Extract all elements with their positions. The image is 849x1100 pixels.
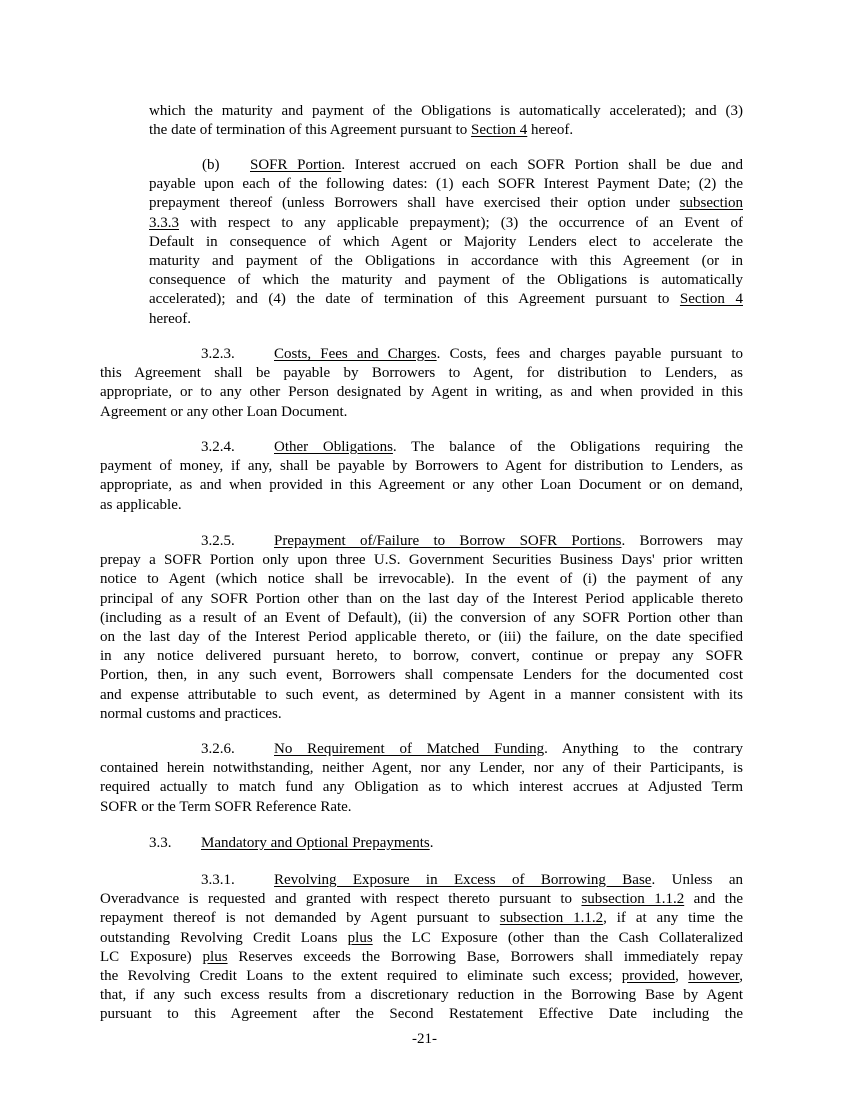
text-fragment: . Anything to the contrary (544, 741, 744, 757)
text-line: hereof. (149, 310, 192, 327)
text-line (100, 948, 743, 967)
text-fragment: the date of termination of this Agreement pursuant to (149, 122, 472, 139)
text-line: on the last day of the Interest Period applicable thereto, or (iii) the failure, on the date specified (100, 629, 743, 646)
emphasis-provided: provided (621, 968, 676, 985)
text-line (100, 345, 743, 364)
text-line (100, 532, 743, 551)
emphasis-however: however (688, 968, 740, 985)
section-number: 3.3. (149, 835, 172, 851)
text-line: which the maturity and payment of the Obligations is automatically accelerated); and (3) (149, 103, 743, 119)
section-3-3-heading (149, 834, 743, 853)
page-number: -21- (412, 1031, 437, 1047)
text-line: Default in consequence of which Agent or Majority Lenders elect to accelerate the (149, 233, 743, 250)
text-fragment: , (675, 968, 689, 985)
text-line (100, 438, 743, 457)
section-reference: subsection 1.1.2 (581, 891, 685, 908)
text-line: appropriate, or to any other Person designated by Agent in writing, as and when provided in this (100, 384, 743, 401)
text-fragment: . Costs, fees and charges payable pursuant to (436, 346, 744, 362)
text-line: in any notice delivered pursuant hereto, to borrow, convert, continue or prepay any SOFR (100, 648, 743, 665)
section-reference: Section 4 (679, 291, 743, 308)
text-fragment: repayment thereof is not demanded by Agent pursuant to (100, 910, 500, 927)
text-line: appropriate, as and when provided in this Agreement or any other Loan Document or on demand, (100, 477, 743, 494)
text-line (149, 194, 743, 213)
section-3-2-5 (100, 532, 743, 724)
section-number: 3.3.1. (201, 872, 235, 888)
section-number: 3.2.3. (201, 346, 235, 362)
clause-heading: SOFR Portion (250, 157, 342, 173)
intro-paragraph (149, 102, 743, 140)
section-number: 3.2.4. (201, 439, 235, 455)
text-line: prepay a SOFR Portion only upon three U.S. Government Securities Business Days' prior written (100, 552, 743, 569)
text-line: payment of money, if any, shall be payable by Borrowers to Agent for distribution to Lenders, as (100, 458, 743, 475)
text-fragment: the Revolving Credit Loans to the extent required to eliminate such excess; (100, 968, 622, 985)
section-3-2-4 (100, 438, 743, 515)
text-fragment: , if at any time the (603, 910, 744, 927)
text-fragment: Reserves exceeds the Borrowing Base, Borrowers shall immediately repay (227, 948, 743, 965)
text-fragment: , (739, 968, 743, 985)
text-line: payable upon each of the following dates: (1) each SOFR Interest Payment Date; (2) the (149, 176, 743, 193)
text-fragment: . (429, 835, 434, 851)
section-reference: subsection (679, 195, 743, 212)
section-heading: Other Obligations (274, 439, 393, 455)
text-line: and expense attributable to such event, as determined by Agent in a manner consistent with its (100, 686, 743, 703)
text-fragment: LC Exposure) (100, 948, 203, 965)
text-line: contained herein notwithstanding, neither Agent, nor any Lender, nor any of their Participants, is (100, 760, 743, 777)
emphasis-plus: plus (202, 948, 228, 965)
text-fragment: Overadvance is requested and granted with respect thereto pursuant to (100, 891, 582, 908)
text-fragment: . The balance of the Obligations requiring the (392, 439, 743, 455)
text-fragment: prepayment thereof (unless Borrowers shall have exercised their option under (149, 195, 680, 212)
section-3-3-1 (100, 871, 743, 1025)
paragraph-b-sofr-portion (149, 156, 743, 329)
text-fragment: hereof. (527, 122, 574, 139)
text-line: Agreement or any other Loan Document. (100, 403, 348, 420)
section-number: 3.2.6. (201, 741, 235, 757)
text-line (100, 740, 743, 759)
text-line (149, 834, 743, 853)
text-line: required actually to match fund any Obligation as to which interest accrues at Adjusted Term (100, 779, 743, 796)
text-line: this Agreement shall be payable by Borrowers to Agent, for distribution to Lenders, as (100, 365, 743, 382)
section-reference: Section 4 (471, 122, 528, 139)
text-line: notice to Agent (which notice shall be irrevocable). In the event of (i) the payment of any (100, 571, 743, 588)
text-line (100, 871, 743, 890)
text-fragment: accelerated); and (4) the date of termination of this Agreement pursuant to (149, 291, 680, 308)
text-line: SOFR or the Term SOFR Reference Rate. (100, 798, 352, 815)
text-line: normal customs and practices. (100, 705, 282, 722)
text-fragment: outstanding Revolving Credit Loans (100, 929, 348, 946)
text-line (149, 214, 743, 233)
section-heading: Prepayment of/Failure to Borrow SOFR Portions (274, 533, 622, 549)
text-line: maturity and payment of the Obligations in accordance with this Agreement (or in (149, 253, 743, 270)
section-number: 3.2.5. (201, 533, 235, 549)
text-line (100, 967, 743, 986)
text-line: consequence of which the maturity and payment of the Obligations is automatically (149, 272, 743, 289)
text-line: (including as a result of an Event of Default), (ii) the conversion of any SOFR Portion other than (100, 609, 743, 626)
text-line: Portion, then, in any such event, Borrowers shall compensate Lenders for the documented cost (100, 667, 743, 684)
text-line (149, 290, 743, 309)
text-line (100, 890, 743, 909)
text-line (149, 156, 743, 175)
text-line (149, 121, 743, 140)
text-line: as applicable. (100, 496, 182, 513)
text-fragment: . Borrowers may (621, 533, 743, 549)
section-reference: subsection 1.1.2 (499, 910, 604, 927)
section-reference: 3.3.3 (149, 214, 179, 231)
section-heading: Mandatory and Optional Prepayments (201, 835, 430, 851)
section-heading: Revolving Exposure in Excess of Borrowing Base (274, 872, 652, 888)
text-line (100, 929, 743, 948)
text-fragment: . Interest accrued on each SOFR Portion shall be due and (341, 157, 743, 173)
section-3-2-6 (100, 740, 743, 817)
section-3-2-3 (100, 345, 743, 422)
clause-number: (b) (202, 157, 220, 173)
text-fragment: with respect to any applicable prepayment); (3) the occurrence of an Event of (179, 214, 743, 231)
emphasis-plus: plus (347, 929, 373, 946)
text-line: principal of any SOFR Portion other than on the last day of the Interest Period applicable thereto (100, 590, 743, 607)
text-fragment: and the (684, 891, 744, 908)
text-line: pursuant to this Agreement after the Second Restatement Effective Date including the (100, 1006, 743, 1023)
text-line: that, if any such excess results from a discretionary reduction in the Borrowing Base by Agent (100, 987, 743, 1004)
section-heading: Costs, Fees and Charges (274, 346, 437, 362)
text-fragment: the LC Exposure (other than the Cash Collateralized (372, 929, 743, 946)
text-line (100, 909, 743, 928)
section-heading: No Requirement of Matched Funding (274, 741, 545, 757)
text-fragment: . Unless an (651, 872, 743, 888)
